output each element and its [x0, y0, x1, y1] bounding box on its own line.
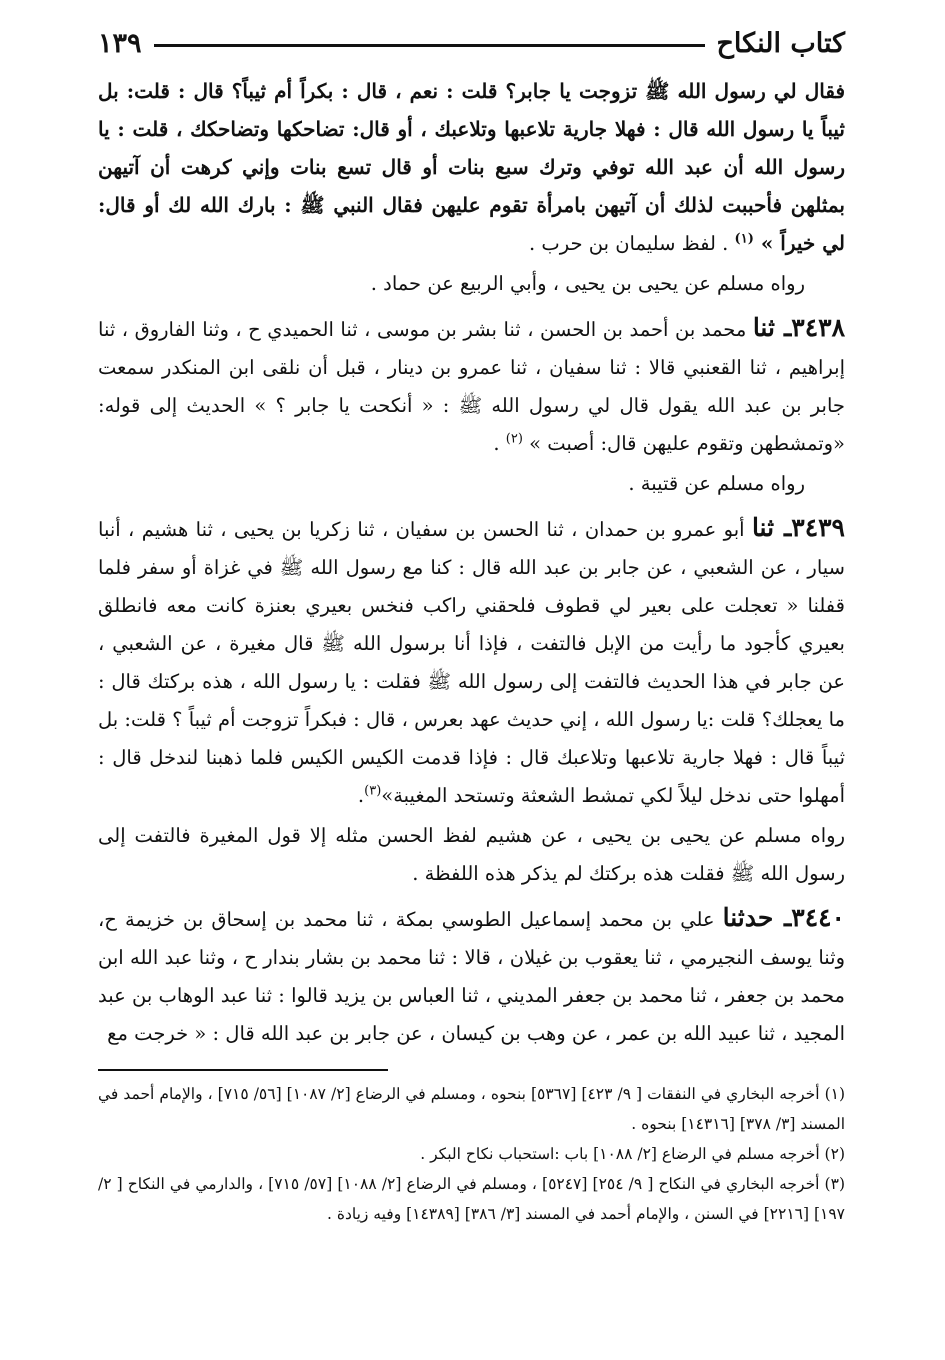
hadith-text: أبو عمرو بن حمدان ، ثنا الحسن بن سفيان ، ثنا زكريا بن يحيى ، ثنا هشيم ، أنبا سيار ، عن الشعبي ، عن جابر بن عبد الله قال : كنا مع رسول الله ﷺ في غزاة أو سفر فلما قفلنا « تعجلت على بعير لي قطوف فلحقني راكب فنخس بعيري بعنزة كانت معه فانطلق بعيري كأجود ما رأيت من الإبل فالتفت ، فإذا أنا برسول الله ﷺ قال مغيرة ، عن الشعبي ، عن جابر في هذا الحديث فالتفت إلى رسول الله ﷺ فقلت : يا رسول الله ، هذه بركتك قال : ما يعجلك؟ قلت :يا رسول الله ، إني حديث عهد بعرس ، قال : فبكراً تزوجت أم ثيباً ؟ قلت: بل ثيباً قال : فهلا جارية تلاعبها وتلاعبك قال : فإذا قدمت الكيس الكيس فلما ذهبنا لندخل قال : أمهلوا حتى ندخل ليلاً لكي تمشط الشعثة وتستحد المغيبة»: [98, 518, 845, 807]
page-number: ١٣٩: [98, 27, 142, 59]
hadith-3440: [98, 899, 845, 1053]
hadith-3438: [98, 309, 845, 463]
hadith-number: ٣٤٣٩: [791, 513, 845, 542]
footnote-ref: (١): [734, 231, 754, 247]
header-rule: [154, 44, 705, 47]
hadith-continuation: [98, 72, 845, 263]
page-content: [98, 72, 845, 1229]
hadith-tail: .: [357, 784, 365, 807]
narration-note: رواه مسلم عن يحيى بن يحيى ، عن هشيم لفظ الحسن مثله إلا قول المغيرة فالتفت إلى رسول الله ﷺ فقلت هذه بركتك لم يذكر هذه اللفظة .: [98, 824, 845, 885]
narration-note: رواه مسلم عن يحيى بن يحيى ، وأبي الربيع عن حماد .: [370, 272, 805, 295]
hadith-text: محمد بن أحمد بن الحسن ، ثنا بشر بن موسى ، ثنا الحميدي ح ، وثنا الفاروق ، ثنا إبراهيم ، ثنا القعنبي قالا : ثنا سفيان ، ثنا عمرو بن دينار ، قبل أن نلقى ابن المنكدر سمعت جابر بن عبد الله يقول قال لي رسول الله ﷺ : « أنكحت يا جابر ؟ » الحديث إلى قوله: «وتمشطهن وتقوم عليهن قال: أصبت »: [98, 318, 845, 455]
hadith-text: علي بن محمد إسماعيل الطوسي بمكة ، ثنا محمد بن إسحاق بن خزيمة ح، وثنا يوسف النجيرمي ، ثنا يعقوب بن غيلان ، قالا : ثنا محمد بن بشار بندار ح ، وثنا عبد الله ابن محمد بن جعفر ، ثنا محمد بن جعفر المديني ، ثنا العباس بن يزيد قالوا : ثنا عبد الوهاب بن عبد المجيد ، ثنا عبيد الله بن عمر ، عن وهب بن كيسان ، عن جابر بن عبد الله قال : « خرجت مع: [98, 908, 845, 1045]
footnote-ref: (٣): [364, 783, 382, 799]
hadith-tail: . لفظ سليمان بن حرب .: [528, 232, 735, 255]
narration-note: رواه مسلم عن قتيبة .: [628, 472, 805, 495]
footnotes: [98, 1079, 845, 1229]
hadith-chain-mark: ـ ثنا: [752, 313, 792, 342]
hadith-chain-mark: ـ ثنا: [751, 513, 792, 542]
hadith-chain-mark: ـ حدثنا: [722, 903, 792, 932]
footnote-ref: (٢): [505, 431, 523, 447]
hadith-tail: .: [493, 432, 506, 455]
book-title: كتاب النكاح: [716, 27, 845, 59]
footnote-separator: [98, 1069, 388, 1071]
hadith-number: ٣٤٤٠: [791, 903, 845, 932]
footnote-2: (٢) أخرجه مسلم في الرضاع [٢/ ١٠٨٨] باب :استحباب نكاح البكر .: [420, 1145, 845, 1163]
footnote-1: (١) أخرجه البخاري في النفقات [ ٩/ ٤٢٣] [٥٣٦٧] بنحوه ، ومسلم في الرضاع [٢/ ١٠٨٧] [٥٦/ ٧١٥] ، والإمام أحمد في المسند [٣/ ٣٧٨] [١٤٣١٦] بنحوه .: [98, 1085, 846, 1133]
footnote-3: (٣) أخرجه البخاري في النكاح [ ٩/ ٢٥٤] [٥٢٤٧] ، ومسلم في الرضاع [٢/ ١٠٨٨] [٥٧/ ٧١٥] ، والدارمي في النكاح [ ٢/ ١٩٧] [٢٢١٦] في السنن ، والإمام أحمد في المسند [٣/ ٣٨٦] [١٤٣٨٩] وفيه زيادة .: [98, 1175, 845, 1223]
page-header: [98, 22, 845, 64]
hadith-number: ٣٤٣٨: [791, 313, 845, 342]
hadith-text: فقال لي رسول الله ﷺ تزوجت يا جابر؟ قلت : نعم ، قال : بكراً أم ثيباً؟ قال : قلت: بل ثيباً يا رسول الله قال : فهلا جارية تلاعبها وتلاعبك ، أو قال: تضاحكها وتضاحكك ، قلت : يا رسول الله أن عبد الله توفي وترك سبع بنات أو قال تسع بنات وإني كرهت أن آتيهن بمثلهن فأحببت لذلك أن آتيهن بامرأة تقوم عليهن فقال النبي ﷺ : بارك الله لك أو قال: لي خيراً »: [98, 79, 845, 255]
hadith-3439: [98, 509, 845, 815]
